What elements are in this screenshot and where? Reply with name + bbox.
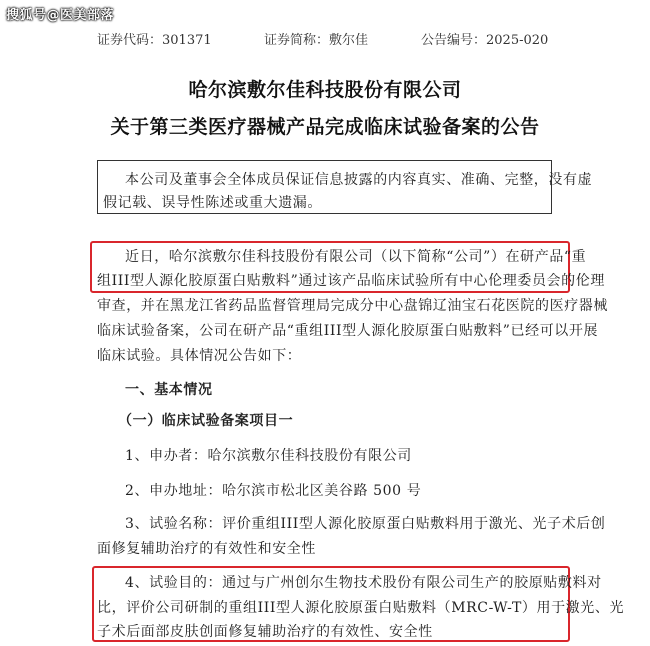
intro-line-3: 审查，并在黑龙江省药品监督管理局完成分中心盘锦辽油宝石花医院的医疗器械	[97, 298, 608, 314]
notice-number: 公告编号：2025-020	[421, 33, 549, 48]
item-trial-name-line-1: 3、试验名称：评价重组III型人源化胶原蛋白贴敷料用于激光、光子术后创	[125, 516, 606, 532]
item-purpose-line-3: 子术后面部皮肤创面修复辅助治疗的有效性、安全性	[97, 624, 433, 640]
item-address: 2、申办地址：哈尔滨市松北区美谷路 500 号	[125, 483, 422, 499]
company-title: 哈尔滨敷尔佳科技股份有限公司	[188, 79, 462, 101]
stock-name: 证券简称：敷尔佳	[264, 33, 369, 48]
watermark-text: 搜狐号@医美部落	[6, 8, 115, 23]
intro-line-2: 组III型人源化胶原蛋白贴敷料”通过该产品临床试验所有中心伦理委员会的伦理	[97, 273, 605, 289]
item-purpose-line-1: 4、试验目的：通过与广州创尔生物技术股份有限公司生产的胶原贴敷料对	[125, 575, 602, 591]
notice-subject: 关于第三类医疗器械产品完成临床试验备案的公告	[110, 116, 540, 138]
section-heading: 一、基本情况	[125, 382, 213, 398]
intro-line-1: 近日，哈尔滨敷尔佳科技股份有限公司（以下简称“公司”）在研产品“重	[125, 249, 587, 265]
item-applicant: 1、申办者：哈尔滨敷尔佳科技股份有限公司	[125, 448, 412, 464]
stock-code: 证券代码：301371	[97, 33, 212, 48]
sub-section-heading: （一）临床试验备案项目一	[118, 413, 294, 429]
intro-line-5: 临床试验。具体情况公告如下：	[97, 348, 302, 364]
item-purpose-line-2: 比，评价公司研制的重组III型人源化胶原蛋白贴敷料（MRC-W-T）用于激光、光	[97, 600, 625, 616]
intro-line-4: 临床试验备案，公司在研产品“重组III型人源化胶原蛋白贴敷料”已经可以开展	[97, 323, 599, 339]
statement-line-1: 本公司及董事会全体成员保证信息披露的内容真实、准确、完整，没有虚	[125, 172, 593, 188]
item-trial-name-line-2: 面修复辅助治疗的有效性和安全性	[97, 541, 316, 557]
statement-line-2: 假记载、误导性陈述或重大遗漏。	[103, 195, 322, 211]
